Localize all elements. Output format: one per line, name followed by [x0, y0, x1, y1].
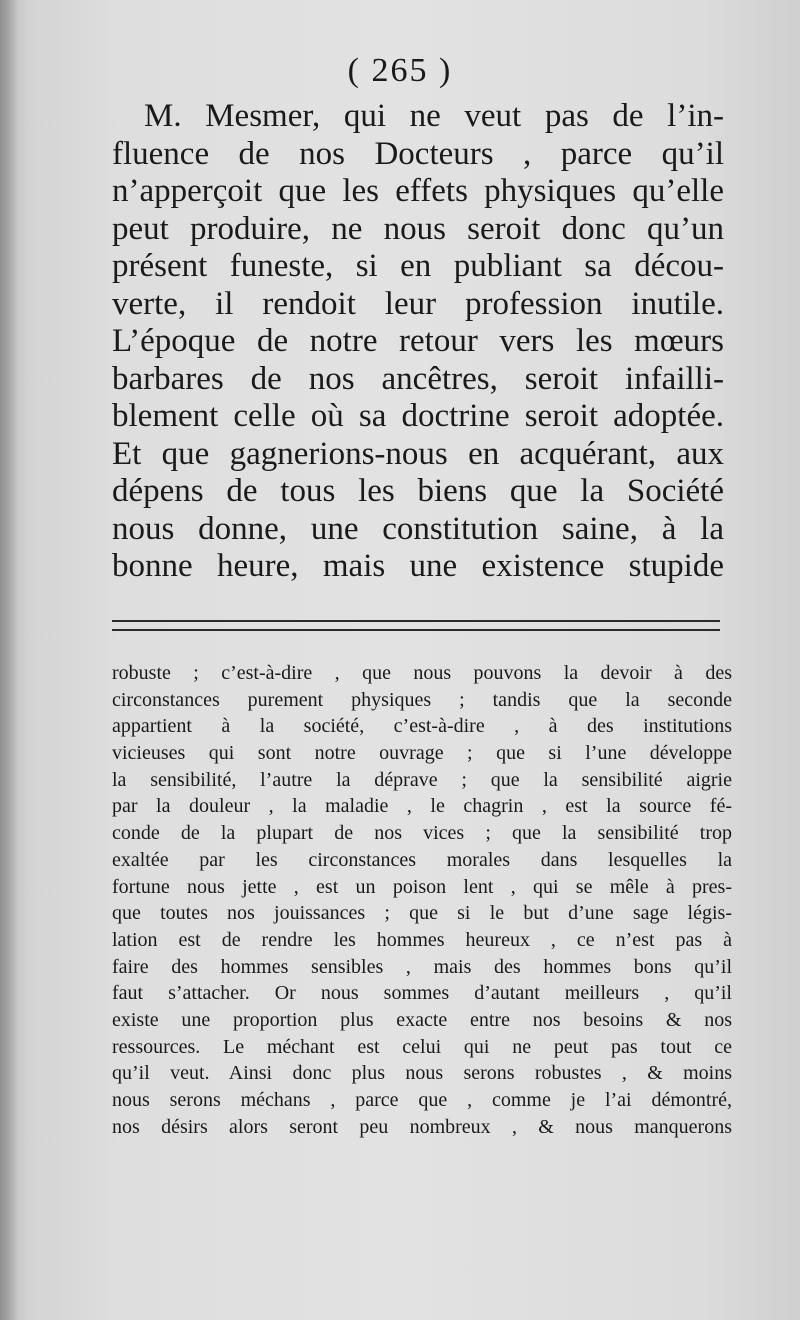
footnote-line: fortune nous jette , est un poison lent , qui se mêle à pres- — [112, 875, 732, 898]
footnote-line: appartient à la société, c’est-à-dire , à des institutions — [112, 715, 732, 738]
footnote-line: robuste ; c’est-à-dire , que nous pouvons la devoir à des — [112, 662, 732, 684]
main-text-line: Et que gagnerions-nous en acquérant, aux — [112, 435, 724, 472]
footnote-line: existe une proportion plus exacte entre nos besoins & nos — [112, 1008, 732, 1031]
page-number: ( 265 ) — [347, 52, 453, 89]
main-text-line: barbares de nos ancêtres, seroit infailli- — [112, 360, 724, 397]
main-text-line: dépens de tous les biens que la Société — [112, 473, 724, 509]
footnote-block — [112, 660, 732, 1140]
footnote-line: lation est de rendre les hommes heureux , ce n’est pas à — [112, 928, 732, 951]
main-text-line: présent funeste, si en publiant sa décou- — [112, 248, 724, 284]
main-text-line: peut produire, ne nous seroit donc qu’un — [112, 210, 724, 247]
footnote-line: circonstances purement physiques ; tandis que la seconde — [112, 688, 732, 711]
binding-shadow — [0, 0, 18, 1320]
footnote-line: qu’il veut. Ainsi donc plus nous serons robustes , & moins — [112, 1062, 732, 1085]
footnote-line: nos désirs alors seront peu nombreux , & nous manquerons — [112, 1115, 732, 1138]
main-text-line: L’époque de notre retour vers les mœurs — [112, 323, 724, 359]
footnote-separator-rule — [112, 620, 720, 631]
footnote-line: que toutes nos jouissances ; que si le but d’une sage légis- — [112, 902, 732, 925]
main-text-line: n’apperçoit que les effets physiques qu’elle — [112, 173, 724, 209]
main-text-line: blement celle où sa doctrine seroit adoptée. — [112, 398, 724, 434]
main-text-line: verte, il rendoit leur profession inutile. — [112, 285, 724, 322]
main-text-line: M. Mesmer, qui ne veut pas de l’in- — [144, 98, 724, 134]
footnote-line: par la douleur , la maladie , le chagrin , est la source fé- — [112, 795, 732, 818]
main-text-line: bonne heure, mais une existence stupide — [112, 548, 724, 584]
footnote-line: faut s’attacher. Or nous sommes d’autant meilleurs , qu’il — [112, 982, 732, 1005]
footnote-line: vicieuses qui sont notre ouvrage ; que si l’une développe — [112, 742, 732, 765]
main-text-line: fluence de nos Docteurs , parce qu’il — [112, 135, 724, 172]
footnote-line: nous serons méchans , parce que , comme je l’ai démontré, — [112, 1089, 732, 1111]
footnote-line: conde de la plupart de nos vices ; que la sensibilité trop — [112, 822, 732, 845]
main-text-line: nous donne, une constitution saine, à la — [112, 510, 724, 547]
footnote-line: exaltée par les circonstances morales dans lesquelles la — [112, 848, 732, 871]
main-text-block — [112, 98, 724, 586]
footnote-line: la sensibilité, l’autre la déprave ; que la sensibilité aigrie — [112, 768, 732, 791]
footnote-line: faire des hommes sensibles , mais des hommes bons qu’il — [112, 955, 732, 978]
footnote-line: ressources. Le méchant est celui qui ne peut pas tout ce — [112, 1035, 732, 1058]
